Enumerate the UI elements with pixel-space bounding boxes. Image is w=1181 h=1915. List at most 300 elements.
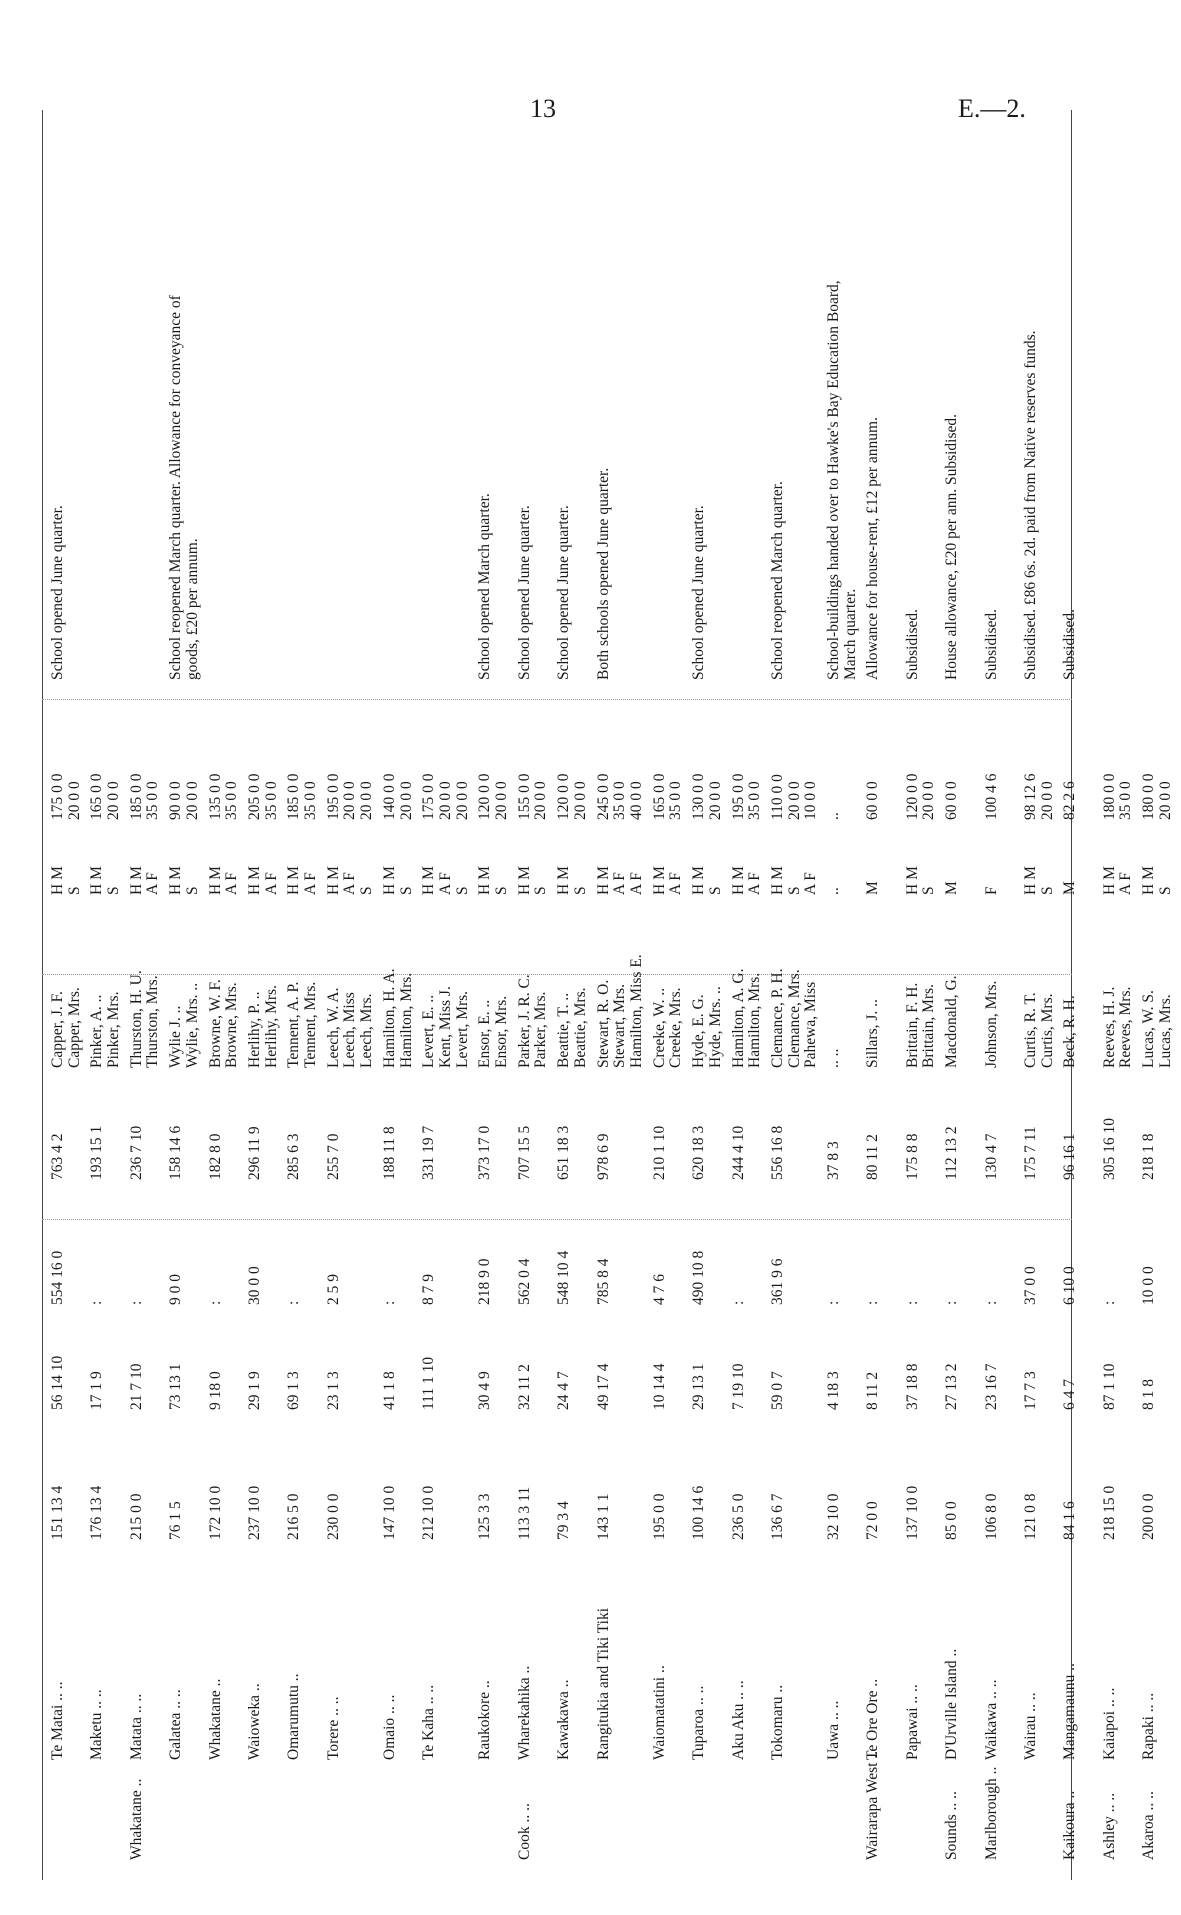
teacher-salary: 20 0 0 (341, 781, 359, 820)
teacher-name: Hyde, Mrs. .. (706, 986, 724, 1068)
teacher-position: S (1038, 886, 1056, 895)
teacher-name: .. .. (825, 1048, 842, 1068)
teacher-name: Johnson, Mrs. (982, 980, 1000, 1068)
receipts-value-3: : (1100, 1300, 1118, 1305)
receipts-value-3: 2 5 9 (324, 1274, 342, 1305)
school-name: Raukokore .. (476, 1680, 494, 1760)
teacher-name: Thurston, H. U. (127, 970, 145, 1068)
district-name: Wairarapa West .. (864, 1750, 882, 1860)
receipts-value-2: 59 0 7 (768, 1371, 786, 1410)
table-row (556, 110, 595, 1880)
row-total: 244 4 10 (729, 1125, 747, 1180)
teacher-name: Levert, E. .. (420, 994, 438, 1068)
receipts-value-2: 29 13 1 (690, 1363, 708, 1410)
teacher-position: H M (420, 866, 438, 895)
teacher-position: A F (611, 872, 629, 895)
receipts-value-3: 10 0 0 (1140, 1266, 1158, 1305)
teacher-salary: 60 0 0 (943, 781, 961, 820)
teacher-position: A F (627, 872, 645, 895)
receipts-value-2: 7 19 10 (729, 1363, 747, 1410)
school-name: Tuparoa .. .. (690, 1685, 708, 1760)
receipts-value-1: 72 0 0 (864, 1501, 882, 1540)
teacher-position: M (1061, 881, 1079, 895)
teacher-name: Pinker, Mrs. (105, 991, 123, 1068)
teacher-position: S (183, 886, 201, 895)
row-total: 296 11 9 (246, 1126, 263, 1180)
teacher-salary: 35 0 0 (262, 781, 280, 820)
teacher-position: H M (127, 866, 145, 895)
table-top-rule (42, 110, 43, 1880)
district-name: Akaroa .. .. (1140, 1791, 1158, 1860)
teacher-salary: 20 0 0 (453, 781, 471, 820)
row-total: 255 7 0 (324, 1133, 342, 1180)
receipts-value-1: 84 1 6 (1061, 1501, 1079, 1540)
teacher-name: Parker, Mrs. (532, 991, 550, 1068)
table-row (826, 110, 865, 1880)
table-row (731, 110, 770, 1880)
teacher-salary: 60 0 0 (864, 781, 882, 820)
teacher-salary: 195 0 0 (729, 773, 747, 820)
receipts-value-3: 37 0 0 (1022, 1266, 1039, 1305)
table-row (89, 110, 128, 1880)
school-name: Aku Aku .. .. (729, 1680, 747, 1760)
teacher-position: H M (88, 866, 106, 895)
teacher-name: Hamilton, Miss E. (627, 954, 645, 1068)
teacher-name: Macdonald, G. (943, 975, 961, 1068)
teacher-position: H M (1140, 866, 1158, 895)
row-total: 285 6 3 (285, 1133, 303, 1180)
receipts-value-3: : (127, 1300, 145, 1305)
row-total: 130 4 7 (982, 1133, 1000, 1180)
teacher-name: Beck, R. H. (1061, 995, 1079, 1068)
school-name: Te Kaha .. .. (420, 1684, 438, 1760)
remark-text: School reopened March quarter. Allowance for conveyance of goods, £20 per annum. (167, 295, 201, 680)
teacher-position: A F (1117, 872, 1135, 895)
receipts-value-3: 9 0 0 (167, 1274, 185, 1305)
receipts-value-1: 106 8 0 (982, 1493, 1000, 1540)
row-total: 188 11 8 (380, 1126, 398, 1180)
receipts-value-1: 212 10 0 (420, 1485, 438, 1540)
teacher-name: Beattie, Mrs. (571, 987, 589, 1068)
school-name: Mangamaunu .. (1061, 1663, 1079, 1760)
school-name: Waikawa .. .. (982, 1679, 1000, 1760)
teacher-salary: 20 0 0 (1038, 781, 1056, 820)
teacher-position: A F (302, 872, 320, 895)
table-row (168, 110, 207, 1880)
receipts-value-3: : (943, 1300, 961, 1305)
table-row (1141, 110, 1180, 1880)
remark-text: School reopened March quarter. (768, 481, 786, 680)
teacher-salary: 20 0 0 (436, 781, 454, 820)
teacher-salary: 20 0 0 (65, 781, 83, 820)
teacher-position: H M (246, 866, 263, 895)
school-name: Whakatane .. (206, 1678, 224, 1760)
teacher-position: S (785, 886, 803, 895)
receipts-value-1: 176 13 4 (88, 1485, 106, 1540)
teacher-position: H M (729, 866, 747, 895)
teacher-salary: 35 0 0 (223, 781, 241, 820)
table-row (247, 110, 286, 1880)
school-name: Waiomatatini .. (650, 1665, 668, 1760)
school-name: Rapaki .. .. (1140, 1692, 1158, 1760)
receipts-value-1: 151 13 4 (49, 1485, 66, 1540)
teacher-position: H M (1022, 866, 1039, 895)
teacher-position: S (397, 886, 415, 895)
teacher-name: Pinker, A. .. (88, 994, 106, 1068)
receipts-value-2: 111 1 10 (420, 1356, 438, 1410)
teacher-position: S (65, 886, 83, 895)
teacher-name: Reeves, H. J. (1100, 986, 1118, 1068)
receipts-value-1: 172 10 0 (206, 1485, 224, 1540)
teacher-position: F (982, 886, 1000, 895)
table-row (50, 110, 89, 1880)
teacher-salary: 130 0 0 (690, 773, 708, 820)
teacher-position: A F (223, 872, 241, 895)
teacher-name: Reeves, Mrs. (1117, 986, 1135, 1068)
teacher-name: Clemance, Mrs. (785, 969, 803, 1068)
school-name: Papawai .. .. (903, 1684, 921, 1760)
receipts-value-2: 9 18 0 (206, 1371, 224, 1410)
receipts-value-1: 200 0 0 (1140, 1493, 1158, 1540)
receipts-value-2: 27 13 2 (943, 1363, 961, 1410)
receipts-value-2: 49 17 4 (594, 1363, 612, 1410)
teacher-position: H M (555, 866, 573, 895)
receipts-value-2: 21 7 10 (127, 1363, 145, 1410)
school-name: Te Matai .. .. (49, 1681, 66, 1760)
remark-text: School opened June quarter. (555, 505, 573, 680)
receipts-value-3: 490 10 8 (690, 1250, 708, 1305)
remark-text: School-buildings handed over to Hawke's Bay Education Board, March quarter. (825, 280, 859, 680)
teacher-position: H M (285, 866, 303, 895)
teacher-name: Browne, Mrs. (223, 982, 241, 1068)
teacher-salary: 20 0 0 (358, 781, 376, 820)
teacher-salary: 82 2 6 (1061, 781, 1079, 820)
receipts-value-1: 236 5 0 (729, 1493, 747, 1540)
table-row (691, 110, 730, 1880)
teacher-salary: 180 0 0 (1140, 773, 1158, 820)
table-row (1023, 110, 1062, 1880)
school-name: Omaio .. .. (380, 1694, 398, 1760)
row-total: 175 7 11 (1022, 1126, 1039, 1180)
receipts-value-1: 143 1 1 (594, 1493, 612, 1540)
receipts-value-3: : (864, 1300, 882, 1305)
remark-text: School opened June quarter. (515, 505, 533, 680)
school-name: Omarumutu .. (285, 1673, 303, 1760)
receipts-value-3: 562 0 4 (515, 1258, 533, 1305)
teacher-position: S (1156, 886, 1174, 895)
receipts-value-3: : (982, 1300, 1000, 1305)
receipts-value-1: 85 0 0 (943, 1501, 961, 1540)
remark-text: Both schools opened June quarter. (594, 467, 612, 680)
table-row (652, 110, 691, 1880)
teacher-name: Creeke, Mrs. (667, 987, 685, 1068)
school-name: Galatea .. .. (167, 1689, 185, 1760)
table-row (865, 110, 904, 1880)
teacher-name: Pahewa, Miss (802, 981, 820, 1068)
teacher-position: H M (903, 866, 921, 895)
school-name: D'Urville Island .. (943, 1648, 961, 1760)
receipts-value-2: 4 18 3 (825, 1371, 842, 1410)
remark-text: School opened March quarter. (476, 493, 494, 680)
table-row (421, 110, 477, 1880)
receipts-value-3: 361 9 6 (768, 1258, 786, 1305)
teacher-salary: 20 0 0 (785, 781, 803, 820)
receipts-value-3: : (903, 1300, 921, 1305)
teacher-position: H M (768, 866, 786, 895)
district-name: Whakatane .. (127, 1778, 145, 1860)
teacher-name: Curtis, Mrs. (1038, 993, 1056, 1068)
page-number: 13 (530, 94, 556, 123)
receipts-value-3: : (825, 1300, 842, 1305)
teacher-position: S (920, 886, 938, 895)
row-total: 373 17 0 (476, 1125, 494, 1180)
teacher-position: H M (49, 866, 66, 895)
receipts-value-2: 37 18 8 (903, 1363, 921, 1410)
row-total: 210 1 10 (650, 1125, 668, 1180)
school-name: Tokomaru .. (768, 1684, 786, 1760)
teacher-salary: 20 0 0 (532, 781, 550, 820)
teacher-position: H M (690, 866, 708, 895)
receipts-value-2: 30 4 9 (476, 1371, 494, 1410)
teacher-name: Kent, Miss J. (436, 986, 454, 1068)
table-row (477, 110, 516, 1880)
school-name: Waioweka .. (246, 1683, 263, 1760)
receipts-value-1: 147 10 0 (380, 1485, 398, 1540)
row-total: 182 8 0 (206, 1133, 224, 1180)
teacher-name: Wylie J. .. (167, 1005, 185, 1068)
table-row (129, 110, 168, 1880)
receipts-value-3: : (285, 1300, 303, 1305)
teacher-name: Stewart, Mrs. (611, 984, 629, 1068)
row-total: 37 8 3 (825, 1141, 842, 1180)
teacher-salary: 175 0 0 (49, 773, 66, 820)
teacher-position: .. (825, 887, 842, 895)
teacher-salary: 245 0 0 (594, 773, 612, 820)
teacher-position: A F (262, 872, 280, 895)
teacher-salary: 140 0 0 (380, 773, 398, 820)
teacher-salary: 185 0 0 (127, 773, 145, 820)
teacher-name: Ensor, Mrs. (493, 995, 511, 1068)
teacher-name: Capper, J. F. (49, 991, 66, 1068)
receipts-value-3: 218 9 0 (476, 1258, 494, 1305)
teacher-name: Lucas, W. S. (1140, 990, 1158, 1068)
teacher-salary: 165 0 0 (650, 773, 668, 820)
teacher-salary: 35 0 0 (611, 781, 629, 820)
receipts-value-2: 41 1 8 (380, 1371, 398, 1410)
teacher-salary: 35 0 0 (144, 781, 162, 820)
receipts-value-3: 554 16 0 (49, 1250, 66, 1305)
receipts-value-1: 237 10 0 (246, 1485, 263, 1540)
table-row (944, 110, 983, 1880)
teacher-salary: 185 0 0 (285, 773, 303, 820)
teacher-salary: 120 0 0 (476, 773, 494, 820)
receipts-value-2: 23 1 3 (324, 1371, 342, 1410)
row-total: 305 16 10 (1100, 1118, 1118, 1180)
teacher-salary: 40 0 0 (627, 781, 645, 820)
teacher-salary: 20 0 0 (397, 781, 415, 820)
teacher-name: Hamilton, A. G. (729, 968, 747, 1068)
row-total: 112 13 2 (943, 1126, 961, 1180)
row-total: 80 11 2 (864, 1134, 882, 1180)
teacher-position: H M (206, 866, 224, 895)
teacher-position: A F (144, 872, 162, 895)
receipts-value-2: 6 4 7 (1061, 1379, 1079, 1410)
receipts-value-1: 100 14 6 (690, 1485, 708, 1540)
receipts-value-1: 136 6 7 (768, 1493, 786, 1540)
teacher-position: A F (341, 872, 359, 895)
teacher-name: Sillars, J. .. (864, 999, 882, 1068)
district-name: Cook .. .. (515, 1803, 533, 1860)
teacher-salary: 205 0 0 (246, 773, 263, 820)
row-total: 763 4 2 (49, 1133, 66, 1180)
remark-text: Subsidised. (903, 608, 921, 680)
receipts-value-2: 10 14 4 (650, 1363, 668, 1410)
remark-text: School opened June quarter. (690, 505, 708, 680)
remark-text: House allowance, £20 per ann. Subsidised. (943, 413, 961, 680)
rotated-table (42, 110, 1174, 1880)
teacher-name: Stewart, R. O. (594, 979, 612, 1068)
table-row (905, 110, 944, 1880)
receipts-value-2: 17 7 3 (1022, 1371, 1039, 1410)
teacher-salary: 35 0 0 (667, 781, 685, 820)
teacher-name: Creeke, W. .. (650, 987, 668, 1068)
remark-text: School opened June quarter. (49, 505, 66, 680)
teacher-salary: 135 0 0 (206, 773, 224, 820)
table-row (984, 110, 1023, 1880)
receipts-value-3: : (206, 1300, 224, 1305)
district-name: Kaikoura .. (1061, 1790, 1079, 1860)
teacher-salary: 165 0 0 (88, 773, 106, 820)
row-total: 218 1 8 (1140, 1133, 1158, 1180)
teacher-position: A F (746, 872, 764, 895)
teacher-name: Thurston, Mrs. (144, 975, 162, 1068)
receipts-value-2: 17 1 9 (88, 1371, 106, 1410)
school-name: Rangitukia and Tiki Tiki (594, 1607, 612, 1760)
receipts-value-3: : (380, 1300, 398, 1305)
receipts-value-2: 23 16 7 (982, 1363, 1000, 1410)
receipts-value-2: 56 14 10 (49, 1355, 66, 1410)
teacher-name: Hamilton, Mrs. (746, 972, 764, 1068)
receipts-value-1: 195 0 0 (650, 1493, 668, 1540)
receipts-value-1: 216 5 0 (285, 1493, 303, 1540)
teacher-position: S (706, 886, 724, 895)
row-total: 331 19 7 (420, 1125, 438, 1180)
table-row (286, 110, 325, 1880)
table-row (1062, 110, 1101, 1880)
teacher-name: Curtis, R. T. (1022, 992, 1039, 1068)
receipts-value-3: 548 10 4 (555, 1250, 573, 1305)
teacher-name: Tennent, A. P. (285, 981, 303, 1068)
receipts-value-1: 113 3 11 (515, 1486, 533, 1540)
teacher-name: Leech, Mrs. (358, 993, 376, 1068)
remark-text: Allowance for house-rent, £12 per annum. (864, 417, 882, 680)
teacher-salary: 120 0 0 (903, 773, 921, 820)
teacher-salary: 100 4 6 (982, 773, 1000, 820)
teacher-name: Ensor, E. .. (476, 999, 494, 1068)
receipts-value-2: 69 1 3 (285, 1371, 303, 1410)
school-name: Kawakawa .. (555, 1679, 573, 1760)
teacher-salary: 90 0 0 (167, 781, 185, 820)
teacher-salary: 98 12 6 (1022, 773, 1039, 820)
teacher-position: H M (594, 866, 612, 895)
teacher-position: H M (1100, 866, 1118, 895)
teacher-name: Levert, Mrs. (453, 990, 471, 1068)
teacher-salary: 20 0 0 (1156, 781, 1174, 820)
teacher-salary: 110 0 0 (768, 774, 786, 820)
table-row (382, 110, 421, 1880)
teacher-position: H M (476, 866, 494, 895)
teacher-position: S (453, 886, 471, 895)
teacher-salary: 155 0 0 (515, 773, 533, 820)
receipts-value-1: 215 0 0 (127, 1493, 145, 1540)
receipts-value-2: 8 1 8 (1140, 1379, 1158, 1410)
teacher-name: Browne, W. F. (206, 979, 224, 1068)
teacher-position: H M (515, 866, 533, 895)
school-name: Te Ore Ore .. (864, 1678, 882, 1760)
receipts-value-1: 76 1 5 (167, 1501, 185, 1540)
teacher-name: Wylie, Mrs. .. (183, 982, 201, 1068)
remark-text: Subsidised. (1061, 608, 1079, 680)
row-total: 978 6 9 (594, 1133, 612, 1180)
teacher-position: H M (650, 866, 668, 895)
receipts-value-2: 87 1 10 (1100, 1363, 1118, 1410)
row-total: 236 7 10 (127, 1125, 145, 1180)
receipts-value-1: 121 0 8 (1022, 1493, 1039, 1540)
teacher-position: H M (167, 866, 185, 895)
teacher-salary: 20 0 0 (920, 781, 938, 820)
teacher-salary: 35 0 0 (302, 781, 320, 820)
receipts-value-3: : (88, 1300, 106, 1305)
district-name: Ashley .. .. (1100, 1792, 1118, 1860)
teacher-name: Lucas, Mrs. (1156, 994, 1174, 1068)
teacher-position: A F (667, 872, 685, 895)
teacher-position: S (493, 886, 511, 895)
receipts-value-1: 218 15 0 (1100, 1485, 1118, 1540)
receipts-value-3: 6 10 0 (1061, 1266, 1079, 1305)
teacher-position: S (358, 886, 376, 895)
district-name: Marlborough .. (982, 1766, 1000, 1860)
school-name: Kaiapoi .. .. (1100, 1687, 1118, 1760)
teacher-salary: 180 0 0 (1100, 773, 1118, 820)
teacher-name: Brittain, Mrs. (920, 984, 938, 1068)
teacher-position: A F (802, 872, 820, 895)
school-name: Torere .. .. (324, 1696, 342, 1760)
teacher-position: S (571, 886, 589, 895)
row-total: 158 14 6 (167, 1125, 185, 1180)
teacher-name: Capper, Mrs. (65, 987, 83, 1068)
row-total: 707 15 5 (515, 1125, 533, 1180)
teacher-name: Clemance, P. H. (768, 968, 786, 1068)
table-row (208, 110, 247, 1880)
row-total: 175 8 8 (903, 1133, 921, 1180)
receipts-value-2: 24 4 7 (555, 1371, 573, 1410)
teacher-name: Herlihy, P. .. (246, 991, 263, 1068)
remark-text: Subsidised. (982, 608, 1000, 680)
teacher-position: A F (436, 872, 454, 895)
teacher-salary: 10 0 0 (802, 781, 820, 820)
teacher-name: Tennent, Mrs. (302, 981, 320, 1068)
receipts-value-1: 32 10 0 (825, 1493, 842, 1540)
row-total: 556 16 8 (768, 1125, 786, 1180)
teacher-name: Leech, W. A. (324, 987, 342, 1068)
teacher-salary: 20 0 0 (183, 781, 201, 820)
row-total: 651 18 3 (555, 1125, 573, 1180)
receipts-value-3: 8 7 9 (420, 1274, 438, 1305)
receipts-value-1: 125 3 3 (476, 1493, 494, 1540)
row-total: 620 18 3 (690, 1125, 708, 1180)
teacher-name: Brittain, F. H. (903, 982, 921, 1068)
table-row (770, 110, 826, 1880)
